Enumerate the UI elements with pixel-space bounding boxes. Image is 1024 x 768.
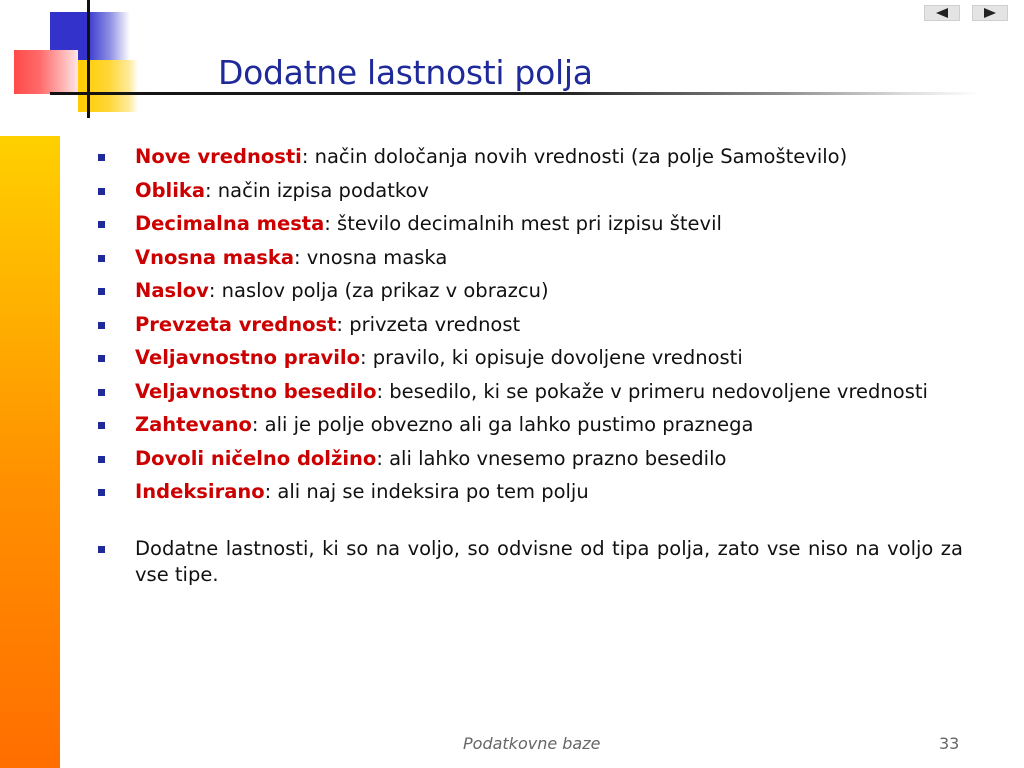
property-description: : ali naj se indeksira po tem polju (264, 480, 589, 503)
property-term: Oblika (135, 178, 206, 202)
property-term: Naslov (135, 279, 209, 302)
property-term: Zahtevano (135, 413, 252, 436)
bullet-square-icon (98, 489, 105, 496)
bullet-square-icon (98, 389, 105, 396)
property-term: Veljavnostno pravilo (135, 346, 360, 369)
footer-course-name: Podatkovne baze (463, 734, 601, 753)
property-term: Indeksirano (135, 480, 265, 503)
triangle-right-icon (984, 8, 996, 18)
bullet-list (96, 144, 963, 596)
next-slide-button[interactable] (972, 5, 1008, 21)
list-item (96, 211, 963, 237)
bullet-square-icon (98, 154, 105, 161)
bullet-square-icon (98, 422, 105, 429)
slide-title: Dodatne lastnosti polja (218, 53, 593, 92)
decorative-red-square (14, 50, 78, 94)
property-term: Veljavnostno besedilo (135, 379, 377, 403)
list-item (96, 446, 963, 472)
property-term: Vnosna maska (135, 245, 295, 269)
previous-slide-button[interactable] (924, 5, 960, 21)
bullet-square-icon (98, 456, 105, 463)
bullet-square-icon (98, 255, 105, 262)
bullet-square-icon (98, 322, 105, 329)
bullet-square-icon (98, 355, 105, 362)
list-item (96, 144, 963, 170)
title-underline (50, 92, 980, 95)
list-item (96, 178, 963, 204)
list-item (96, 312, 963, 338)
bullet-square-icon (98, 221, 105, 228)
decorative-side-bar (0, 136, 60, 768)
note-text: Dodatne lastnosti, ki so na voljo, so odvisne od tipa polja, zato vse niso na voljo za vse tipe. (135, 537, 963, 586)
list-item (96, 412, 963, 438)
property-description: : naslov polja (za prikaz v obrazcu) (208, 279, 549, 302)
property-description: : besedilo, ki se pokaže v primeru nedovoljene vrednosti (376, 379, 928, 403)
list-item (96, 479, 963, 505)
property-description: : ali lahko vnesemo prazno besedilo (376, 446, 727, 470)
property-description: : ali je polje obvezno ali ga lahko pustimo praznega (251, 413, 754, 436)
bullet-square-icon (98, 546, 105, 553)
bullet-square-icon (98, 188, 105, 195)
list-item (96, 379, 963, 405)
slide-page-number: 33 (939, 734, 960, 753)
property-description: : način določanja novih vrednosti (za polje Samoštevilo) (301, 145, 848, 168)
property-term: Prevzeta vrednost (135, 312, 337, 336)
property-term: Nove vrednosti (135, 145, 302, 168)
property-term: Dovoli ničelno dolžino (135, 446, 377, 470)
property-description: : pravilo, ki opisuje dovoljene vrednosti (359, 346, 743, 369)
decorative-vertical-line (87, 0, 90, 118)
property-description: : privzeta vrednost (336, 312, 521, 336)
list-item (96, 345, 963, 371)
note-item (96, 536, 963, 588)
property-term: Decimalna mesta (135, 212, 325, 235)
property-description: : vnosna maska (294, 245, 448, 269)
list-item (96, 245, 963, 271)
property-description: : način izpisa podatkov (205, 178, 429, 202)
triangle-left-icon (936, 8, 948, 18)
bullet-square-icon (98, 288, 105, 295)
property-description: : število decimalnih mest pri izpisu števil (324, 212, 722, 235)
list-item (96, 278, 963, 304)
